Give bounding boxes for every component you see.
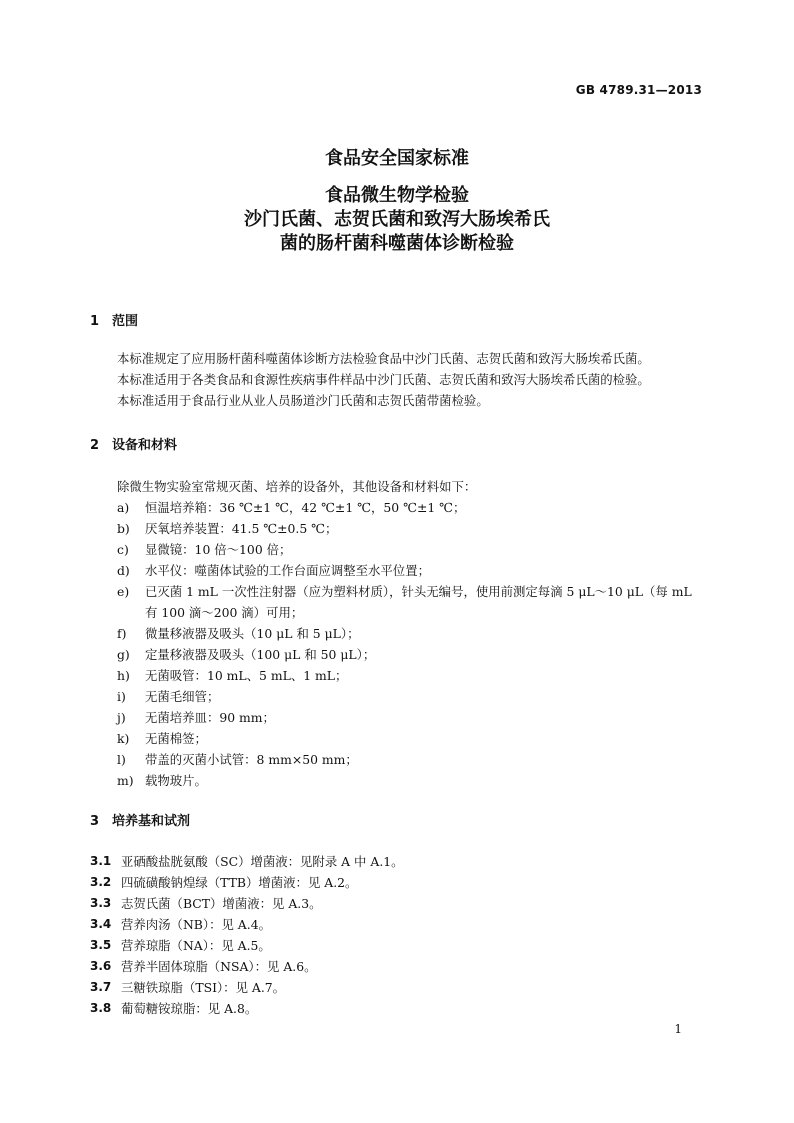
- section-1-paragraph: 本标准适用于食品行业从业人员肠道沙门氏菌和志贺氏菌带菌检验。: [117, 393, 489, 408]
- item-text: 显微镜：10 倍～100 倍；: [145, 542, 292, 557]
- reagent-text: 营养肉汤（NB）：见 A.4。: [121, 917, 271, 932]
- equipment-item: [117, 644, 717, 665]
- reagent-item: [90, 977, 710, 998]
- reagent-number: 3.3: [90, 896, 112, 910]
- reagent-number: 3.7: [90, 980, 112, 994]
- section-2-title: 设备和材料: [112, 438, 178, 453]
- equipment-item: [117, 770, 717, 791]
- reagent-number: 3.5: [90, 938, 112, 952]
- item-mark: h): [117, 668, 130, 683]
- item-text: 无菌吸管：10 mL、5 mL、1 mL；: [145, 668, 348, 683]
- reagent-number: 3.4: [90, 917, 112, 931]
- item-mark: l): [117, 752, 126, 767]
- equipment-item: [117, 728, 717, 749]
- reagent-number: 3.6: [90, 959, 112, 973]
- item-text: 已灭菌 1 mL 一次性注射器（应为塑料材质），针头无编号，使用前测定每滴 5 μL～10 μL（每 mL 有 100 滴～200 滴）可用；: [145, 584, 692, 620]
- item-mark: b): [117, 521, 130, 536]
- section-1-title: 范围: [112, 314, 139, 329]
- equipment-item: [117, 707, 717, 728]
- reagent-text: 三糖铁琼脂（TSI）：见 A.7。: [121, 980, 286, 995]
- item-mark: i): [117, 689, 126, 704]
- reagent-item: [90, 998, 710, 1019]
- item-mark: c): [117, 542, 129, 557]
- section-3-heading: [90, 812, 190, 832]
- section-1-body: [117, 348, 717, 411]
- item-text: 载物玻片。: [145, 773, 207, 788]
- page-number: 1: [674, 1022, 682, 1036]
- reagent-item: [90, 893, 710, 914]
- section-3-number: 3: [90, 814, 100, 829]
- section-1-paragraph: 本标准规定了应用肠杆菌科噬菌体诊断方法检验食品中沙门氏菌、志贺氏菌和致泻大肠埃希氏菌。: [117, 351, 650, 366]
- reagent-item: [90, 872, 710, 893]
- reagent-text: 营养琼脂（NA）：见 A.5。: [121, 938, 271, 953]
- title-line-1: 食品微生物学检验: [325, 185, 469, 206]
- equipment-item: [117, 686, 717, 707]
- item-mark: m): [117, 773, 134, 788]
- item-text: 恒温培养箱：36 ℃±1 ℃，42 ℃±1 ℃，50 ℃±1 ℃；: [145, 500, 466, 515]
- section-2-number: 2: [90, 438, 100, 453]
- item-text: 无菌毛细管；: [145, 689, 220, 704]
- title-line-3: 菌的肠杆菌科噬菌体诊断检验: [280, 233, 514, 254]
- item-mark: k): [117, 731, 130, 746]
- item-mark: e): [117, 584, 130, 599]
- section-1-number: 1: [90, 314, 100, 329]
- item-mark: a): [117, 500, 130, 515]
- reagent-text: 四硫磺酸钠煌绿（TTB）增菌液：见 A.2。: [121, 875, 358, 890]
- item-text: 无菌培养皿：90 mm；: [145, 710, 275, 725]
- item-text: 水平仪：噬菌体试验的工作台面应调整至水平位置；: [145, 563, 430, 578]
- item-text: 微量移液器及吸头（10 μL 和 5 μL）；: [145, 626, 360, 641]
- equipment-item: [117, 560, 717, 581]
- reagent-text: 葡萄糖铵琼脂：见 A.8。: [121, 1001, 258, 1016]
- section-1-heading: [90, 312, 138, 332]
- item-text: 厌氧培养装置：41.5 ℃±0.5 ℃；: [145, 521, 338, 536]
- document-title: [0, 146, 794, 256]
- item-mark: g): [117, 647, 130, 662]
- reagent-text: 营养半固体琼脂（NSA）：见 A.6。: [121, 959, 317, 974]
- equipment-item: [117, 749, 717, 770]
- reagent-item: [90, 851, 710, 872]
- item-mark: j): [117, 710, 126, 725]
- reagent-text: 志贺氏菌（BCT）增菌液：见 A.3。: [121, 896, 322, 911]
- standard-code: GB 4789.31—2013: [575, 83, 702, 97]
- reagent-item: [90, 935, 710, 956]
- section-2-heading: [90, 436, 177, 456]
- item-text: 带盖的灭菌小试管：8 mm×50 mm；: [145, 752, 358, 767]
- equipment-item: [117, 665, 717, 686]
- reagent-number: 3.8: [90, 1001, 112, 1015]
- item-text: 定量移液器及吸头（100 μL 和 50 μL）；: [145, 647, 376, 662]
- item-text: 无菌棉签；: [145, 731, 207, 746]
- equipment-item: [117, 539, 717, 560]
- reagent-number: 3.2: [90, 875, 112, 889]
- standard-type-title: 食品安全国家标准: [325, 148, 469, 169]
- reagent-number: 3.1: [90, 854, 112, 868]
- title-line-2: 沙门氏菌、志贺氏菌和致泻大肠埃希氏: [244, 209, 550, 230]
- equipment-item: [117, 581, 717, 623]
- equipment-item: [117, 497, 717, 518]
- reagent-item: [90, 914, 710, 935]
- item-mark: f): [117, 626, 127, 641]
- section-3-title: 培养基和试剂: [112, 814, 191, 829]
- section-3-body: [90, 851, 710, 1019]
- equipment-item: [117, 623, 717, 644]
- section-2-body: [117, 476, 717, 791]
- equipment-item: [117, 518, 717, 539]
- reagent-item: [90, 956, 710, 977]
- section-1-paragraph: 本标准适用于各类食品和食源性疾病事件样品中沙门氏菌、志贺氏菌和致泻大肠埃希氏菌的检验。: [117, 372, 650, 387]
- reagent-text: 亚硒酸盐胱氨酸（SC）增菌液：见附录 A 中 A.1。: [121, 854, 404, 869]
- section-2-intro: 除微生物实验室常规灭菌、培养的设备外，其他设备和材料如下：: [117, 479, 477, 494]
- item-mark: d): [117, 563, 130, 578]
